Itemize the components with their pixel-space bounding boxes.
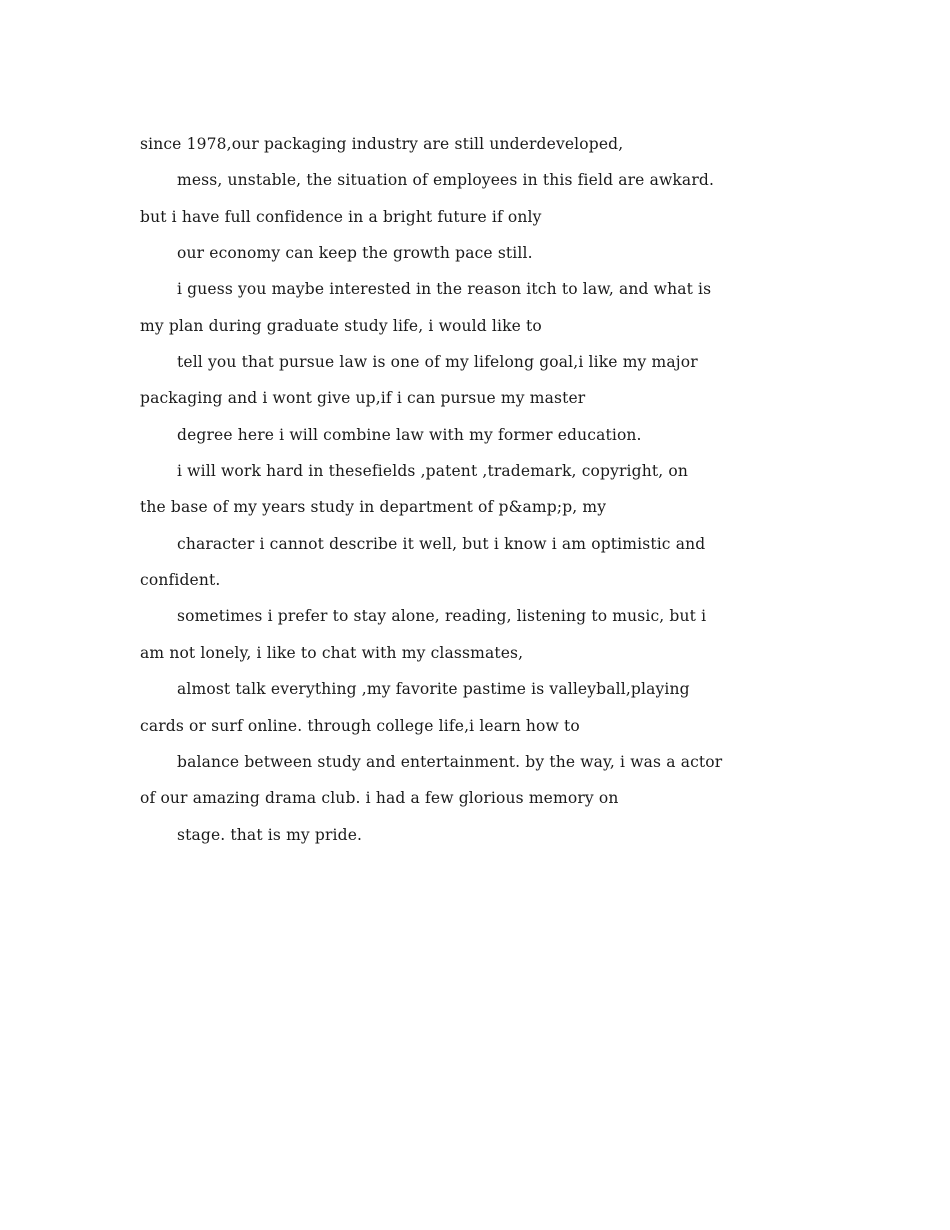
text-line: since 1978,our packaging industry are still underdeveloped, — [140, 135, 624, 153]
text-line: am not lonely, i like to chat with my classmates, — [140, 643, 524, 662]
text-line: of our amazing drama club. i had a few glorious memory on — [140, 789, 619, 808]
document-body — [140, 126, 830, 853]
text-line: i guess you maybe interested in the reason itch to law, and what is — [177, 280, 712, 299]
text-line: packaging and i wont give up,if i can pursue my master — [140, 389, 586, 408]
text-line: but i have full confidence in a bright future if only — [140, 207, 542, 226]
text-line: character i cannot describe it well, but i know i am optimistic and — [177, 534, 706, 553]
text-line: cards or surf online. through college life,i learn how to — [140, 716, 580, 735]
text-line: degree here i will combine law with my former education. — [177, 425, 642, 444]
text-line: balance between study and entertainment. by the way, i was a actor — [177, 752, 723, 771]
text-line: i will work hard in thesefields ,patent ,trademark, copyright, on — [177, 462, 689, 481]
text-line: tell you that pursue law is one of my lifelong goal,i like my major — [177, 353, 698, 372]
text-line: the base of my years study in department of p&amp;p, my — [140, 498, 607, 517]
text-line: sometimes i prefer to stay alone, reading, listening to music, but i — [177, 607, 707, 626]
text-line: almost talk everything ,my favorite pastime is valleyball,playing — [177, 680, 690, 699]
text-line: stage. that is my pride. — [177, 825, 363, 844]
text-line: mess, unstable, the situation of employees in this field are awkard. — [177, 171, 715, 190]
text-line: my plan during graduate study life, i would like to — [140, 316, 542, 335]
text-line: confident. — [140, 571, 221, 590]
text-line: our economy can keep the growth pace still. — [177, 244, 533, 263]
